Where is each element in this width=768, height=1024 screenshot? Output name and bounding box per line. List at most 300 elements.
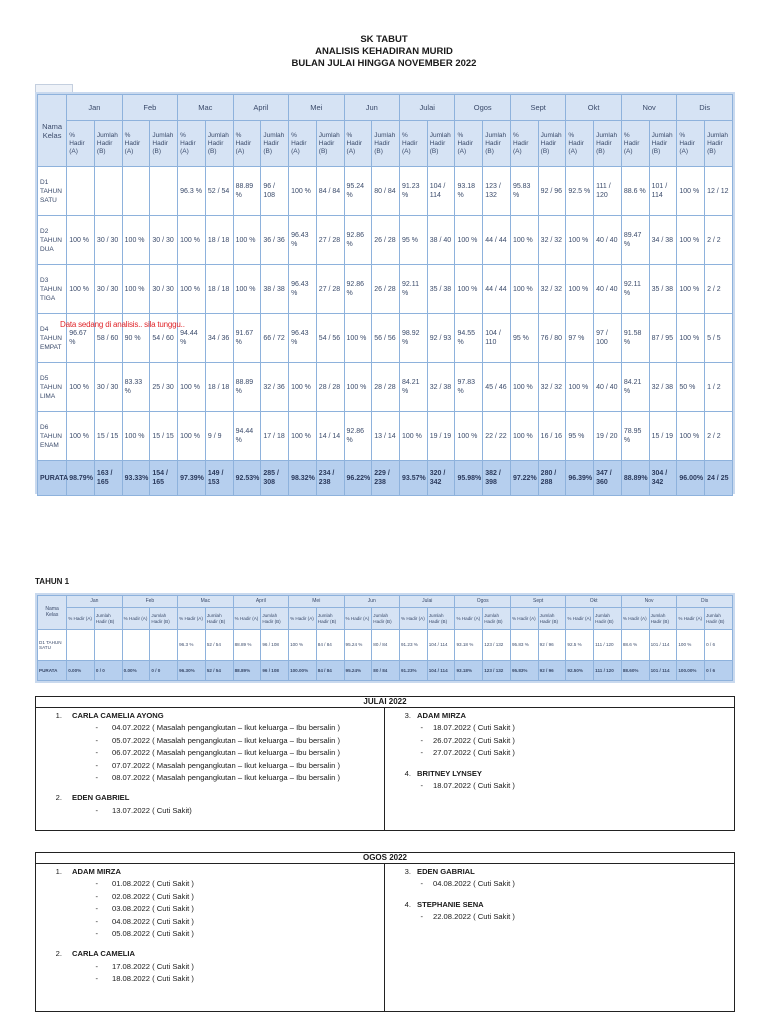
student-name-line — [36, 948, 384, 960]
count-cell: 40 / 40 — [594, 265, 622, 314]
absence-date-reason: 04.07.2022 ( Masalah pengangkutan – Ikut keluarga – Ibu bersalin ) — [112, 723, 340, 733]
percent-cell: 100 % — [677, 412, 705, 461]
dash-bullet: - — [420, 723, 423, 733]
class-name-cell: PURATA — [38, 660, 67, 680]
percent-cell: 100 % — [289, 363, 317, 412]
month-header: Mei — [289, 596, 344, 608]
percent-cell: 78.95 % — [621, 412, 649, 461]
dash-bullet: - — [95, 735, 98, 745]
count-cell: 163 / 165 — [94, 461, 122, 496]
total-present-header: Jumlah Hadir (B) — [261, 608, 289, 630]
percent-cell: 100 % — [289, 167, 317, 216]
percent-cell: 89.47 % — [621, 216, 649, 265]
absence-item — [36, 735, 384, 747]
percent-cell: 96.22% — [344, 461, 372, 496]
count-cell: 320 / 342 — [427, 461, 455, 496]
count-cell: 92 / 96 — [538, 167, 566, 216]
student-name: EDEN GABRIEL — [72, 793, 130, 803]
percent-present-header: % Hadir (A) — [566, 608, 594, 630]
count-cell: 5 / 5 — [705, 314, 733, 363]
count-cell: 44 / 44 — [483, 265, 511, 314]
percent-cell: 93.57% — [400, 461, 428, 496]
percent-cell: 93.33% — [122, 461, 150, 496]
absence-item — [36, 928, 384, 940]
count-cell: 9 / 9 — [205, 412, 233, 461]
class-name-header: Nama Kelas — [38, 95, 67, 167]
count-cell: 52 / 54 — [205, 167, 233, 216]
month-header: Mei — [289, 95, 344, 121]
percent-cell: 100 % — [233, 265, 261, 314]
percent-cell: 100 % — [455, 216, 483, 265]
count-cell: 54 / 56 — [316, 314, 344, 363]
percent-cell: 100 % — [566, 363, 594, 412]
percent-cell: 100 % — [400, 412, 428, 461]
percent-cell: 88.89 % — [233, 167, 261, 216]
percent-cell: 100 % — [67, 363, 95, 412]
total-present-header: Jumlah Hadir (B) — [316, 121, 344, 167]
month-header: Sept — [510, 596, 565, 608]
percent-cell: 100 % — [178, 412, 206, 461]
student-name: ADAM MIRZA — [72, 867, 121, 876]
absence-item — [36, 722, 384, 734]
attendance-table — [37, 94, 733, 496]
student-entry — [385, 866, 734, 891]
percent-cell: 96.43 % — [289, 314, 317, 363]
percent-cell: 92.5 % — [566, 167, 594, 216]
dash-bullet: - — [95, 879, 98, 889]
student-name: EDEN GABRIAL — [417, 867, 475, 876]
class-name-cell: D2 TAHUN DUA — [38, 216, 67, 265]
percent-cell: 98.79% — [67, 461, 95, 496]
count-cell: 36 / 36 — [261, 216, 289, 265]
percent-cell: 91.23 % — [400, 167, 428, 216]
total-present-header: Jumlah Hadir (B) — [705, 121, 733, 167]
sub-header-row — [38, 608, 733, 630]
absence-item — [36, 760, 384, 772]
count-cell: 304 / 342 — [649, 461, 677, 496]
percent-cell: 92.86 % — [344, 265, 372, 314]
count-cell: 0 / 6 — [705, 660, 733, 680]
count-cell — [94, 630, 122, 660]
julai-title: JULAI 2022 — [36, 697, 734, 708]
percent-cell: 95 % — [510, 314, 538, 363]
table-row — [38, 216, 733, 265]
class-name-header: Nama Kelas — [38, 596, 67, 630]
percent-present-header: % Hadir (A) — [400, 608, 428, 630]
percent-present-header: % Hadir (A) — [621, 608, 649, 630]
percent-cell: 94.44 % — [233, 412, 261, 461]
percent-cell: 88.89% — [233, 660, 261, 680]
percent-cell: 100 % — [67, 265, 95, 314]
count-cell: 101 / 114 — [649, 167, 677, 216]
percent-cell: 92.53% — [233, 461, 261, 496]
entry-number: 2. — [55, 949, 62, 959]
entry-number: 2. — [55, 793, 62, 803]
dash-bullet: - — [95, 760, 98, 770]
month-header-row — [38, 596, 733, 608]
percent-cell: 100.00% — [289, 660, 317, 680]
dash-bullet: - — [95, 748, 98, 758]
count-cell: 28 / 28 — [372, 363, 400, 412]
count-cell: 84 / 84 — [316, 630, 344, 660]
percent-cell: 94.44 % — [178, 314, 206, 363]
student-name-line — [385, 768, 734, 780]
percent-present-header: % Hadir (A) — [621, 121, 649, 167]
count-cell: 0 / 0 — [94, 660, 122, 680]
purata-row — [38, 660, 733, 680]
month-header: Mac — [178, 95, 233, 121]
table-row — [38, 265, 733, 314]
count-cell: 35 / 38 — [649, 265, 677, 314]
percent-cell: 84.21 % — [621, 363, 649, 412]
student-name-line — [36, 866, 384, 878]
count-cell: 13 / 14 — [372, 412, 400, 461]
total-present-header: Jumlah Hadir (B) — [205, 121, 233, 167]
percent-cell: 92.86 % — [344, 412, 372, 461]
count-cell: 26 / 28 — [372, 265, 400, 314]
student-name: BRITNEY LYNSEY — [417, 768, 482, 778]
class-name-cell: D1 TAHUN SATU — [38, 630, 67, 660]
absence-item — [36, 747, 384, 759]
count-cell: 28 / 28 — [316, 363, 344, 412]
table-row — [38, 412, 733, 461]
absence-item — [36, 961, 384, 973]
percent-cell: 83.33 % — [122, 363, 150, 412]
percent-cell: 95.24% — [344, 660, 372, 680]
purata-row — [38, 461, 733, 496]
percent-cell: 88.89 % — [233, 630, 261, 660]
count-cell: 87 / 95 — [649, 314, 677, 363]
percent-present-header: % Hadir (A) — [344, 608, 372, 630]
total-present-header: Jumlah Hadir (B) — [316, 608, 344, 630]
count-cell: 32 / 36 — [261, 363, 289, 412]
table-row — [38, 630, 733, 660]
absence-date-reason: 04.08.2022 ( Cuti Sakit ) — [112, 916, 194, 926]
count-cell: 104 / 110 — [483, 314, 511, 363]
count-cell: 30 / 30 — [94, 363, 122, 412]
dash-bullet: - — [95, 773, 98, 783]
month-header: Julai — [400, 95, 455, 121]
percent-cell: 98.92 % — [400, 314, 428, 363]
total-present-header: Jumlah Hadir (B) — [483, 121, 511, 167]
student-name-line — [36, 710, 384, 722]
julai-left-column — [36, 708, 385, 830]
count-cell: 347 / 360 — [594, 461, 622, 496]
percent-cell: 95 % — [566, 412, 594, 461]
percent-cell — [122, 167, 150, 216]
percent-present-header: % Hadir (A) — [677, 121, 705, 167]
entry-number: 1. — [55, 711, 62, 720]
count-cell: 1 / 2 — [705, 363, 733, 412]
dash-bullet: - — [95, 891, 98, 901]
count-cell: 234 / 238 — [316, 461, 344, 496]
percent-present-header: % Hadir (A) — [178, 608, 206, 630]
student-name-line — [36, 792, 384, 804]
absence-date-reason: 18.08.2022 ( Cuti Sakit ) — [112, 974, 194, 984]
total-present-header: Jumlah Hadir (B) — [594, 121, 622, 167]
count-cell: 34 / 36 — [205, 314, 233, 363]
total-present-header: Jumlah Hadir (B) — [705, 608, 733, 630]
class-name-cell: D4 TAHUN EMPAT — [38, 314, 67, 363]
count-cell: 0 / 0 — [150, 660, 178, 680]
percent-cell — [67, 167, 95, 216]
percent-cell: 95.98% — [455, 461, 483, 496]
percent-cell — [67, 630, 95, 660]
count-cell: 17 / 18 — [261, 412, 289, 461]
count-cell: 15 / 15 — [94, 412, 122, 461]
count-cell: 30 / 30 — [150, 216, 178, 265]
percent-cell: 0.00% — [122, 660, 150, 680]
percent-cell: 100 % — [289, 630, 317, 660]
absence-item — [385, 780, 734, 792]
absence-date-reason: 01.08.2022 ( Cuti Sakit ) — [112, 879, 194, 889]
percent-cell: 96.30% — [178, 660, 206, 680]
count-cell: 19 / 19 — [427, 412, 455, 461]
percent-cell: 96.3 % — [178, 167, 206, 216]
count-cell: 104 / 114 — [427, 167, 455, 216]
dash-bullet: - — [95, 723, 98, 733]
total-present-header: Jumlah Hadir (B) — [427, 121, 455, 167]
percent-cell: 50 % — [677, 363, 705, 412]
count-cell: 123 / 132 — [483, 167, 511, 216]
class-name-cell: D3 TAHUN TIGA — [38, 265, 67, 314]
count-cell — [150, 630, 178, 660]
percent-cell: 100 % — [178, 265, 206, 314]
percent-cell: 93.18 % — [455, 630, 483, 660]
month-header: Nov — [621, 596, 676, 608]
total-present-header: Jumlah Hadir (B) — [594, 608, 622, 630]
count-cell: 123 / 132 — [483, 630, 511, 660]
count-cell: 104 / 114 — [427, 630, 455, 660]
total-present-header: Jumlah Hadir (B) — [538, 608, 566, 630]
total-present-header: Jumlah Hadir (B) — [150, 121, 178, 167]
percent-cell: 97.83 % — [455, 363, 483, 412]
month-header: Sept — [510, 95, 565, 121]
percent-cell: 100.00% — [677, 660, 705, 680]
percent-cell: 100 % — [677, 167, 705, 216]
percent-cell: 100 % — [178, 216, 206, 265]
percent-cell: 92.11 % — [621, 265, 649, 314]
count-cell: 111 / 120 — [594, 660, 622, 680]
julai-right-column — [385, 708, 734, 830]
entry-number: 4. — [404, 768, 411, 778]
class-name-cell: D5 TAHUN LIMA — [38, 363, 67, 412]
percent-cell: 88.60% — [621, 660, 649, 680]
dash-bullet: - — [95, 916, 98, 926]
month-header: Ogos — [455, 596, 510, 608]
count-cell: 96 / 108 — [261, 660, 289, 680]
count-cell: 84 / 84 — [316, 660, 344, 680]
percent-cell: 100 % — [510, 363, 538, 412]
dash-bullet: - — [95, 904, 98, 914]
count-cell: 154 / 165 — [150, 461, 178, 496]
dash-bullet: - — [420, 748, 423, 758]
sub-header-row — [38, 121, 733, 167]
count-cell: 40 / 40 — [594, 216, 622, 265]
month-header: Dis — [677, 596, 733, 608]
month-header: Okt — [566, 596, 621, 608]
report-title: ANALISIS KEHADIRAN MURID — [315, 46, 453, 57]
absence-date-reason: 18.07.2022 ( Cuti Sakit ) — [433, 723, 515, 733]
total-present-header: Jumlah Hadir (B) — [649, 121, 677, 167]
percent-cell: 100 % — [566, 265, 594, 314]
percent-cell: 92.86 % — [344, 216, 372, 265]
percent-present-header: % Hadir (A) — [510, 608, 538, 630]
count-cell: 80 / 84 — [372, 167, 400, 216]
percent-cell: 100 % — [677, 216, 705, 265]
percent-cell: 100 % — [455, 412, 483, 461]
count-cell: 2 / 2 — [705, 216, 733, 265]
percent-cell: 97.39% — [178, 461, 206, 496]
count-cell: 35 / 38 — [427, 265, 455, 314]
count-cell: 96 / 108 — [261, 630, 289, 660]
percent-cell: 100 % — [677, 314, 705, 363]
count-cell: 30 / 30 — [150, 265, 178, 314]
month-header: Dis — [677, 95, 733, 121]
count-cell: 38 / 40 — [427, 216, 455, 265]
month-header: Jun — [344, 95, 399, 121]
count-cell: 32 / 38 — [649, 363, 677, 412]
dash-bullet: - — [420, 879, 423, 889]
percent-cell: 88.6 % — [621, 630, 649, 660]
count-cell: 111 / 120 — [594, 167, 622, 216]
absence-item — [385, 911, 734, 923]
percent-cell: 100 % — [178, 363, 206, 412]
percent-cell: 100 % — [566, 216, 594, 265]
student-entry — [36, 710, 384, 784]
percent-cell: 100 % — [289, 412, 317, 461]
count-cell: 285 / 308 — [261, 461, 289, 496]
percent-present-header: % Hadir (A) — [67, 121, 95, 167]
count-cell: 18 / 18 — [205, 363, 233, 412]
absence-date-reason: 03.08.2022 ( Cuti Sakit ) — [112, 904, 194, 914]
document-header — [0, 34, 768, 70]
count-cell: 25 / 30 — [150, 363, 178, 412]
absence-item — [36, 772, 384, 784]
count-cell: 18 / 18 — [205, 265, 233, 314]
percent-cell: 95 % — [400, 216, 428, 265]
class-name-cell: D6 TAHUN ENAM — [38, 412, 67, 461]
count-cell: 80 / 84 — [372, 630, 400, 660]
percent-present-header: % Hadir (A) — [455, 121, 483, 167]
entry-number: 3. — [404, 867, 411, 876]
absence-date-reason: 13.07.2022 ( Cuti Sakit) — [112, 805, 192, 815]
count-cell: 32 / 32 — [538, 216, 566, 265]
count-cell: 56 / 56 — [372, 314, 400, 363]
count-cell: 52 / 54 — [205, 630, 233, 660]
percent-cell: 91.23 % — [400, 630, 428, 660]
count-cell: 96 / 108 — [261, 167, 289, 216]
percent-cell: 97.22% — [510, 461, 538, 496]
table-row — [38, 363, 733, 412]
count-cell: 32 / 32 — [538, 363, 566, 412]
count-cell: 26 / 28 — [372, 216, 400, 265]
percent-cell: 96.00% — [677, 461, 705, 496]
count-cell: 149 / 153 — [205, 461, 233, 496]
absence-date-reason: 08.07.2022 ( Masalah pengangkutan – Ikut keluarga – Ibu bersalin ) — [112, 773, 340, 783]
count-cell: 84 / 84 — [316, 167, 344, 216]
percent-cell: 91.23% — [400, 660, 428, 680]
count-cell: 19 / 20 — [594, 412, 622, 461]
student-name: CARLA CAMELIA AYONG — [72, 711, 164, 720]
ogos-left-column — [36, 864, 385, 1011]
absence-date-reason: 27.07.2022 ( Cuti Sakit ) — [433, 748, 515, 758]
absence-date-reason: 05.07.2022 ( Masalah pengangkutan – Ikut keluarga – Ibu bersalin ) — [112, 735, 340, 745]
dash-bullet: - — [95, 929, 98, 939]
count-cell: 76 / 80 — [538, 314, 566, 363]
table-row — [38, 167, 733, 216]
count-cell: 30 / 30 — [94, 216, 122, 265]
total-present-header: Jumlah Hadir (B) — [538, 121, 566, 167]
absence-item — [385, 747, 734, 759]
count-cell: 12 / 12 — [705, 167, 733, 216]
count-cell: 0 / 6 — [705, 630, 733, 660]
student-name: ADAM MIRZA — [417, 711, 466, 720]
entry-number: 1. — [55, 867, 62, 876]
count-cell: 24 / 25 — [705, 461, 733, 496]
absence-item — [36, 903, 384, 915]
total-present-header: Jumlah Hadir (B) — [261, 121, 289, 167]
class-name-cell: PURATA — [38, 461, 67, 496]
month-header: Jan — [67, 596, 122, 608]
percent-present-header: % Hadir (A) — [122, 608, 150, 630]
percent-cell: 95.83% — [510, 660, 538, 680]
student-entry — [36, 948, 384, 985]
percent-cell: 100 % — [67, 412, 95, 461]
percent-present-header: % Hadir (A) — [233, 608, 261, 630]
student-name-line — [385, 710, 734, 722]
count-cell: 97 / 100 — [594, 314, 622, 363]
percent-cell: 95.83 % — [510, 167, 538, 216]
total-present-header: Jumlah Hadir (B) — [649, 608, 677, 630]
total-present-header: Jumlah Hadir (B) — [94, 608, 122, 630]
absence-item — [36, 878, 384, 890]
percent-cell: 91.58 % — [621, 314, 649, 363]
percent-cell: 93.18% — [455, 660, 483, 680]
percent-cell: 95.83 % — [510, 630, 538, 660]
total-present-header: Jumlah Hadir (B) — [427, 608, 455, 630]
attendance-table-tahun1 — [35, 593, 735, 683]
count-cell: 280 / 288 — [538, 461, 566, 496]
count-cell: 80 / 84 — [372, 660, 400, 680]
percent-cell: 0.00% — [67, 660, 95, 680]
percent-cell: 100 % — [344, 314, 372, 363]
ogos-title: OGOS 2022 — [36, 853, 734, 864]
tahun1-table — [37, 595, 733, 681]
percent-cell: 98.32% — [289, 461, 317, 496]
absence-date-reason: 06.07.2022 ( Masalah pengangkutan – Ikut keluarga – Ibu bersalin ) — [112, 748, 340, 758]
count-cell: 30 / 30 — [94, 265, 122, 314]
absence-date-reason: 07.07.2022 ( Masalah pengangkutan – Ikut keluarga – Ibu bersalin ) — [112, 760, 340, 770]
percent-cell: 100 % — [67, 216, 95, 265]
count-cell: 101 / 114 — [649, 660, 677, 680]
student-name: CARLA CAMELIA — [72, 949, 135, 959]
count-cell: 58 / 60 — [94, 314, 122, 363]
percent-present-header: % Hadir (A) — [455, 608, 483, 630]
entry-number: 4. — [404, 899, 411, 909]
percent-cell — [122, 630, 150, 660]
student-entry — [385, 768, 734, 793]
percent-cell: 100 % — [455, 265, 483, 314]
student-name-line — [385, 866, 734, 878]
student-entry — [385, 710, 734, 760]
percent-cell: 91.67 % — [233, 314, 261, 363]
tahun1-label: TAHUN 1 — [35, 577, 70, 586]
count-cell: 38 / 38 — [261, 265, 289, 314]
count-cell: 15 / 19 — [649, 412, 677, 461]
student-name-line — [385, 899, 734, 911]
count-cell: 2 / 2 — [705, 412, 733, 461]
